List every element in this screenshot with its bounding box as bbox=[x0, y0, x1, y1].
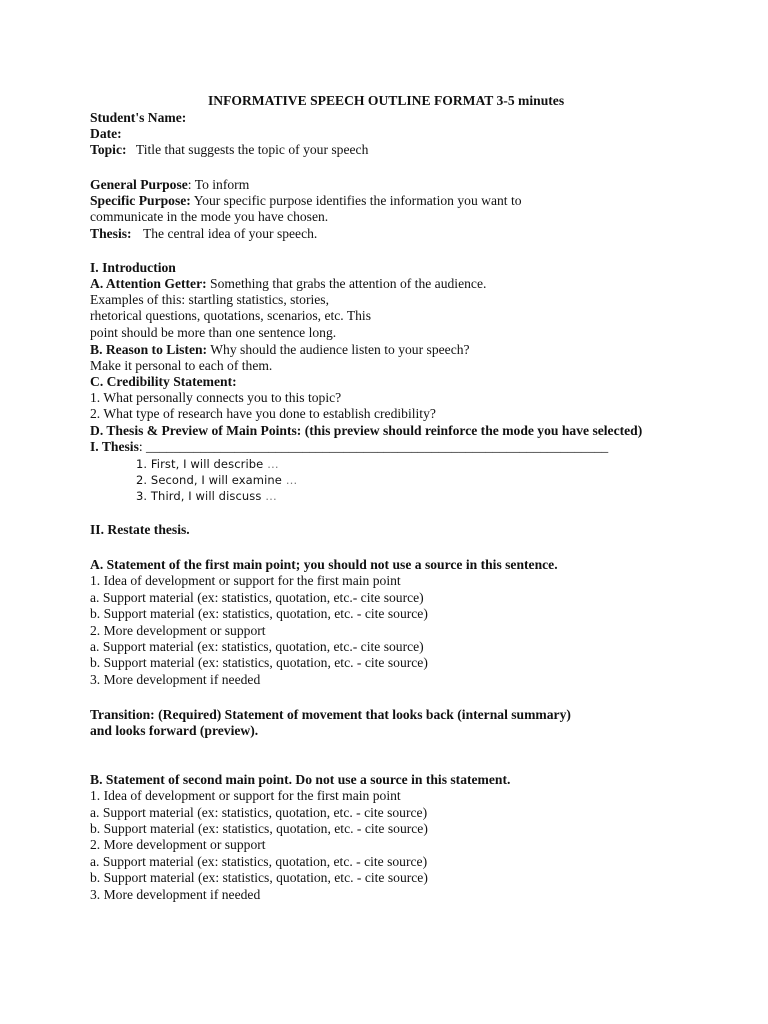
document-title: INFORMATIVE SPEECH OUTLINE FORMAT 3-5 minutes bbox=[208, 93, 565, 108]
attention-getter-text-2: Examples of this: startling statistics, stories, bbox=[90, 292, 329, 307]
preview-item-2: 2. Second, I will examine … bbox=[136, 473, 298, 487]
main-point-a-item-3: b. Support material (ex: statistics, quotation, etc. - cite source) bbox=[90, 606, 428, 621]
main-point-a-item-4: 2. More development or support bbox=[90, 623, 266, 638]
main-point-b-item-2: a. Support material (ex: statistics, quotation, etc. - cite source) bbox=[90, 805, 428, 820]
thesis-text: The central idea of your speech. bbox=[142, 226, 318, 241]
main-point-a-item-2: a. Support material (ex: statistics, quotation, etc.- cite source) bbox=[90, 590, 424, 605]
general-purpose-text: : To inform bbox=[187, 177, 250, 192]
thesis-blank-line bbox=[90, 439, 608, 455]
date-label: Date: bbox=[90, 126, 122, 141]
reason-to-listen-text-2: Make it personal to each of them. bbox=[90, 358, 273, 373]
attention-getter-text-4: point should be more than one sentence long. bbox=[90, 325, 337, 340]
main-point-a-item-6: b. Support material (ex: statistics, quotation, etc. - cite source) bbox=[90, 655, 428, 670]
specific-purpose-text-cont: communicate in the mode you have chosen. bbox=[90, 209, 329, 224]
credibility-item-1: 1. What personally connects you to this topic? bbox=[90, 390, 342, 405]
general-purpose-line bbox=[90, 177, 249, 193]
preview-item-3: 3. Third, I will discuss … bbox=[136, 489, 277, 503]
thesis-blank-label: I. Thesis bbox=[90, 439, 139, 454]
topic-text: Title that suggests the topic of your speech bbox=[135, 142, 369, 157]
attention-getter-line bbox=[90, 276, 486, 292]
main-point-a-item-5: a. Support material (ex: statistics, quotation, etc.- cite source) bbox=[90, 639, 424, 654]
main-point-b-heading: B. Statement of second main point. Do not use a source in this statement. bbox=[90, 772, 511, 787]
introduction-heading: I. Introduction bbox=[90, 260, 176, 275]
student-name-label: Student's Name: bbox=[90, 110, 187, 125]
transition-line-2: and looks forward (preview). bbox=[90, 723, 259, 738]
main-point-b-item-7: 3. More development if needed bbox=[90, 887, 261, 902]
transition-line-1: Transition: (Required) Statement of movement that looks back (internal summary) bbox=[90, 707, 571, 722]
main-point-b-item-3: b. Support material (ex: statistics, quotation, etc. - cite source) bbox=[90, 821, 428, 836]
attention-getter-label: A. Attention Getter: bbox=[90, 276, 207, 291]
attention-getter-text: Something that grabs the attention of the audience. bbox=[206, 276, 487, 291]
main-point-b-item-4: 2. More development or support bbox=[90, 837, 266, 852]
reason-to-listen-line bbox=[90, 342, 470, 358]
main-point-b-item-1: 1. Idea of development or support for the first main point bbox=[90, 788, 401, 803]
specific-purpose-text: Your specific purpose identifies the information you want to bbox=[190, 193, 522, 208]
main-point-b-item-6: b. Support material (ex: statistics, quotation, etc. - cite source) bbox=[90, 870, 428, 885]
topic-label: Topic: bbox=[90, 142, 127, 157]
reason-to-listen-text: Why should the audience listen to your speech? bbox=[207, 342, 470, 357]
credibility-item-2: 2. What type of research have you done to establish credibility? bbox=[90, 406, 436, 421]
main-point-a-item-7: 3. More development if needed bbox=[90, 672, 261, 687]
credibility-heading: C. Credibility Statement: bbox=[90, 374, 237, 389]
thesis-line bbox=[90, 226, 317, 242]
restate-thesis-heading: II. Restate thesis. bbox=[90, 522, 190, 537]
topic-line bbox=[90, 142, 368, 158]
preview-item-1: 1. First, I will describe … bbox=[136, 457, 279, 471]
thesis-label: Thesis: bbox=[90, 226, 132, 241]
main-point-a-item-1: 1. Idea of development or support for the first main point bbox=[90, 573, 401, 588]
thesis-blank-underline: : ____________________________________________________________________ bbox=[138, 439, 609, 454]
main-point-b-item-5: a. Support material (ex: statistics, quotation, etc. - cite source) bbox=[90, 854, 428, 869]
reason-to-listen-label: B. Reason to Listen: bbox=[90, 342, 208, 357]
specific-purpose-label: Specific Purpose: bbox=[90, 193, 191, 208]
preview-heading: D. Thesis & Preview of Main Points: (this preview should reinforce the mode you have selected) bbox=[90, 423, 643, 438]
specific-purpose-line bbox=[90, 193, 522, 209]
main-point-a-heading: A. Statement of the first main point; you should not use a source in this sentence. bbox=[90, 557, 558, 572]
attention-getter-text-3: rhetorical questions, quotations, scenarios, etc. This bbox=[90, 308, 372, 323]
general-purpose-label: General Purpose bbox=[90, 177, 188, 192]
